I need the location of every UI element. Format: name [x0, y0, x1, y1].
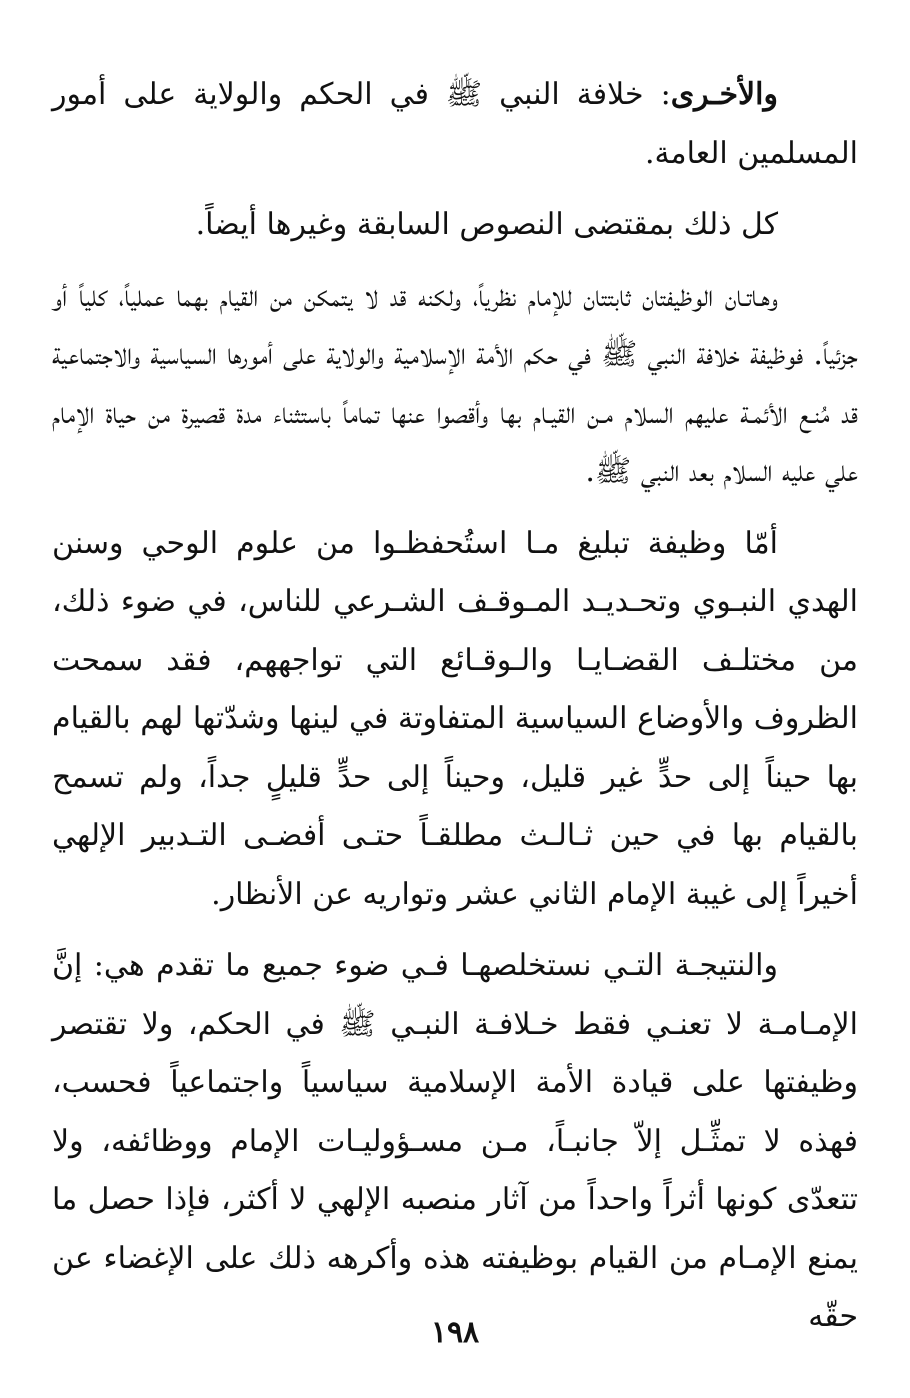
paragraph-1 [52, 66, 858, 183]
paragraph-2 [52, 196, 858, 255]
paragraph-5 [52, 937, 858, 1347]
paragraph-3 [52, 268, 858, 502]
paragraph-lead-word: والأخـرى [670, 77, 778, 112]
paragraph-text: كل ذلك بمقتضى النصوص السابقة وغيرها أيضاً. [195, 207, 778, 242]
paragraph-text: والنتيجـة التـي نستخلصهـا فـي ضوء جميع ما تقدم هي: إنَّ الإمـامـة لا تعنـي فقط خـلافـة النبـي ﷺ في الحكم، ولا تقتصر وظيفتها على قيادة الأمة الإسلامية سياسياً واجتماعياً فحسب، فهذه لا تمثِّـل إلاّ جانبـاً، مـن مسـؤوليـات الإمام ووظائفه، ولا تتعدّى كونها أثراً واحداً من آثار منصبه الإلهي لا أكثر، فإذا حصل ما يمنع الإمـام من القيام بوظيفته هذه وأكرهه ذلك على الإغضاء عن حقّه [52, 948, 858, 1334]
paragraph-text: أمّا وظيفة تبليغ مـا استُحفظـوا من علوم الوحي وسنن الهدي النبـوي وتحـديـد المـوقـف الشـرعي للناس، في ضوء ذلك، من مختلـف القضـايـا والـوقـائع التي تواجههم، فقد سمحت الظروف والأوضاع السياسية المتفاوتة في لينها وشدّتها لهم بالقيام بها حيناً إلى حدٍّ غير قليل، وحيناً إلى حدٍّ قليلٍ جداً، ولم تسمح بالقيام بها في حين ثـالـث مطلقـاً حتـى أفضـى التـدبير الإلهي أخيراً إلى غيبة الإمام الثاني عشر وتواريه عن الأنظار. [52, 525, 858, 912]
paragraph-text: : خلافة النبي ﷺ في الحكم والولاية على أمور المسلمين العامة. [52, 77, 858, 171]
page-body-text [52, 66, 858, 1360]
page-number: ١٩٨ [430, 1315, 480, 1350]
paragraph-text: وهـاتـان الوظيفتان ثابتتان للإمام نظرياً، ولكنه قد لا يتمكن من القيام بهما عملياً، كلياً أو جزئياً. فوظيفة خلافة النبي ﷺ في حكم الأمة الإسلامية والولاية على أمورها السياسية والاجتماعية قد مُنـع الأئمـة عليهم السلام مـن القيـام بها وأقصوا عنها تماماً باستثناء مدة قصيرة من حياة الإمام علي عليه السلام بعد النبي ﷺ. [52, 278, 858, 489]
paragraph-4 [52, 515, 858, 925]
